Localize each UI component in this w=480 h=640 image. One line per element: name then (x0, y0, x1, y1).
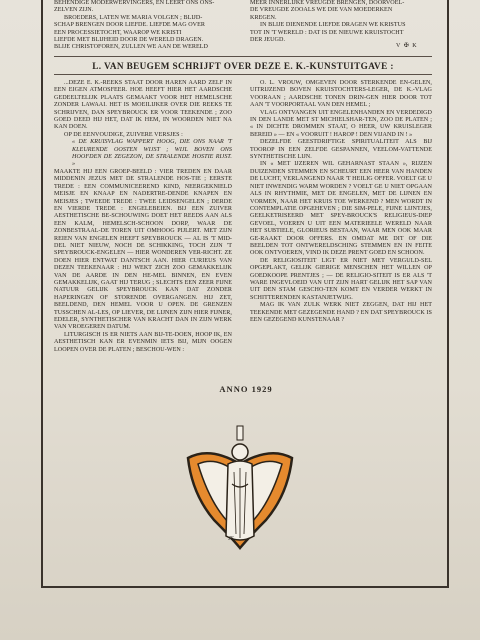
candle (237, 426, 243, 440)
text-line: IN BLIJE DIENENDE LIEFDE DRAGEN WE KRISTUS (260, 22, 406, 29)
section-heading: L. VAN BEUGEM SCHRIJFT OVER DEZE E. K.-KUNSTUITGAVE : (92, 61, 394, 71)
text-line: DE VREUGDE ZOOALS WE DIE VAN MOEDERKEN (250, 7, 393, 14)
paragraph: OP DE EENVOUDIGE, ZUIVERE VERSJES : (64, 131, 183, 138)
top-left-text (54, 0, 232, 52)
paragraph: DE RELIGIOSITEIT LIGT ER NIET MET VERGULD-SEL OPGEPLAKT, GELIJK GIERIGE MENSCHEN HET WILLEN OP GOEDKOOPE PRENTJES ; — DE RELIGIO-SITEIT IS ER ALS 'T WARE INGEVLOEID VAN UIT ZIJN HART GELIJK HET SAP VAN UIT DEN STAM GESCHO-TEN KOMT EN VERDER WERKT IN SCHITTERENDEN KASTANJETWIJG. (250, 257, 432, 301)
text-line: TOT IN 'T WERELD : DAT IS DE NIEUWE KRUISTOCHT (250, 29, 404, 36)
text-line: EEN PROCESSIETOCHT, WAAROP WE KRISTI (54, 29, 182, 36)
article-right-column (250, 80, 432, 324)
text-line: ZELVEN ZIJN. (54, 7, 94, 14)
text-line: LIEFDE MET BLIJHEID DOOR DE WERELD DRAGEN. (54, 37, 204, 44)
article-left-column (54, 80, 232, 354)
angel-emblem-illustration (180, 424, 300, 560)
top-right-text (250, 0, 432, 44)
paragraph: LITURGISCH IS ER NIETS AAN BIJ-TE-DOEN, HOOP IK, EN AESTHETISCH KAN ER EVENMIN IETS BIJ, MIJN OOGEN LOOPEN OVER DE PLATEN ; BESCHOU-WEN : (54, 331, 232, 353)
artist-monogram: JS (228, 536, 234, 542)
paragraph: IN « MET IJZEREN WIL GEHARNAST STAAN », RIJZEN DUIZENDEN STEMMEN EN SCHEURT EEN HEER VAN HANDEN DE LUCHT, VERLANGEND NAAR 'T HEILIG OFFER. VOELT GE U NIET INWENDIG WARM WORDEN ? VOELT GE U NIET OPGAAN ALS IN RHYTHMIE, MET DE ENGELEN, MET DE LIJNEN EN VORMEN, NAAR HET KRUIS TOE WERKEND ? MEN WORDT IN CONTEMPLATIE OPGEHEVEN ; DIE SIM-PELE, FIJNE LIJNTJES, GEELKETRISEERD MET SPEY-BROUCK'S RELIGIEUS-DIEP GEVOEL, VOEREN U UIT EEN MATERIEELE WERELD NAAR HET SUBTIELE, GLORIEUS BESTAAN, WAAR MEN OOK MAAR GE-RAAKT DOOR OFFERS. EN OMDAT ME DIT OF DIE BEELDEN TOT ONTWERELDSCHING STEMMEN EN IN FEITE OOK ONTVOEREN, VIND IK DEZE PRENT GOED EN SCHOON. (250, 161, 432, 257)
paragraph: O. L. VROUW, OMGEVEN DOOR STERKENDE EN-GELEN, UITRIJZEND BOVEN KRUISTOCHTERS-LEGER, DE K.-VLAG VOORAAN ; AARDSCHE TONEN DRIN-GEN HIER DOOR TOT AAN 'T VOORPORTAAL VAN DEN HEMEL ; (250, 80, 432, 109)
text-line: KREGEN. (250, 14, 277, 21)
text-line: BLIJE CHRISTOFOREN, ZULLEN WE AAN DE WERELD (54, 44, 208, 51)
paragraph: ...DEZE E. K.-REEKS STAAT DOOR HAREN AARD ZELF IN EEN EIGEN ATMOSFEER. HOE HEEFT HIER HET AARDSCHE GEDEELTELIJK PLAATS GEMAAKT VOOR HET HEMELSCHE ZONDER LAWAAI. HET IS MOEILIJKER OVER DIE REEKS TE SCHRIJVEN, DAN SPEYBROUCK ER VOOR TEEKENDE ; ZOO GOED DEED HIJ HET, DAT IK HEM, IN WOORDEN NIET NA KAN DOEN. (54, 80, 232, 131)
signature-mark: V ✠ K (396, 43, 418, 49)
year-caption: ANNO 1929 (219, 384, 273, 394)
paragraph: MAAKTE HIJ EEN GROEP-BEELD : VIER TREDEN EN DAAR MIDDENIN JEZUS MET DE STRALENDE HOS-TIE ; EERSTE TREDE : EEN COMMUNICEEREND KIND, NEERGEKNIELD MEISJE EN KNAAP EN NADERTRE-DENDE KNAPEN EN MEISJES ; TWEEDE TREDE : TWEE LEIDSENGELEN ; DERDE EN VIERDE TREDE : ENGELEBEIEN. BIJ EEN ZUIVER AESTHETISCHE BE-SCHOUWING DOET HET REEDS AAN ALS EEN KALM, HEMELSCH-SCHOON DORP, WAAR DE ZONBESTRAAL-DE TOREN UIT OMHOOG PIJLERT. MET ZIJN REIEN VAN ENGELEN HEEFT SPEYBROUCK — AL IS 'T MID-DEL NIET NIEUW, NOCH DE SCHIKKING, TOCH ZIJN 'T SPEYBROUCK-ENGELEN — HIER WONDEREN VER-RICHT. ZE DOEN HIER ENTWAT DANTSCH AAN. HIER CURIEUS VAN DEZEN TEEKENAAR : HIJ WEKT ZICH ZOO GEMAKKELIJK VAN DE AARDE IN DEN HE-MEL BINNEN, EN EVEN GEMAKKELIJK, GAAT HIJ TERUG ; SLECHTS EEN ZEER FIJNE NATUUR GELIJK SPEYBROUCK KAN DAT ZONDER HAPERINGEN OF STORENDE OVERGANGEN. HIJ ZET, BEELDEND, DEN HEMEL VOOR U OPEN. DE GRENZEN TUSSCHEN AL-LES, OP LIEVER, DE LIJNEN ZIJN HIER FIJNER, EDELER, SYNTHETISCHER VAN KRACHT DAN IN ZIJN WERK VAN VROEGEREN DATUM. (54, 168, 232, 331)
paragraph: VLAG ONTVANGEN UIT ENGELENHANDEN EN VERDEDIGD IN DEN LANDE MET ST MICHIELSHAR-TEN, ZOO DE PLATEN ; « IN DICHTE DROMMEN STAAT, O HEER, UW KRUISLEGER BEREID » — EN « VOORUIT ! HAROP ! DEN VIJAND IN ! » (250, 109, 432, 138)
divider-top (54, 56, 432, 57)
text-line: DER JEUGD. (250, 37, 286, 44)
paragraph: MAG IK VAN ZULK WERK NIET ZEGGEN, DAT HIJ HET TEEKENDE MET GEZEGENDE HAND ? EN DAT SPEYBROUCK IS EEN GEZEGEND KUNSTENAAR ? (250, 302, 432, 323)
paragraph: « DE KRUISVLAG WAPPERT HOOG, DIE ONS NAAR 'T KLEURENDE OOSTEN WIJST ; WIJL BOVEN ONS HOOFDEN DE ZEGEZON, DE STRALENDE HOSTIE RIJST. » (72, 139, 232, 168)
text-line: MEER INNERLIJKE VREUGDE BRENGEN, DOORVOEL- (250, 0, 405, 6)
text-line: BROEDERS, LATEN WE MARIA VOLGEN ; BLIJD- (64, 14, 203, 21)
paragraph: DEZELFDE GEESTDRIFTIGE SPIRITUALITEIT ALS BIJ TOOROP IN EEN ZELFDE GESPANNEN, VEELOM-VATTENDE SYNTHETISCHE LIJN. (250, 139, 432, 161)
angel-head (232, 444, 248, 460)
text-line: BEHENDIGE MODERWERVINGERS, EN LEERT ONS ONS- (54, 0, 215, 6)
text-line: SCHAP BRENGEN DOOR LIEFDE. LIEFDE MAG OVER (54, 22, 206, 29)
divider-heading (54, 74, 432, 75)
